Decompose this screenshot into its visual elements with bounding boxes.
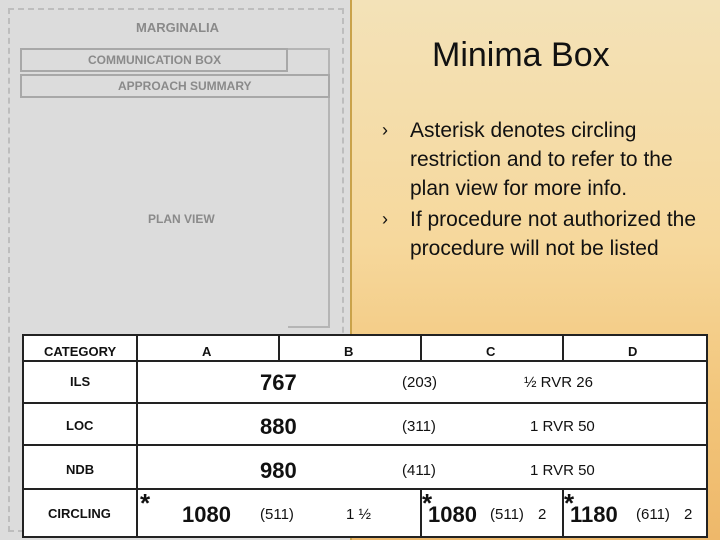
loc-mda: 880 [260,414,297,439]
ndb-hat: (411) [402,462,436,479]
circling-d-visibility: 2 [684,506,693,523]
table-divider [24,488,706,490]
circling-c-visibility: 2 [538,506,547,523]
circling-ab-visibility: 1 ½ [346,506,372,523]
table-divider [24,444,706,446]
header-a: A [202,344,212,359]
ils-mda: 767 [260,370,297,395]
row-label-circling: CIRCLING [48,506,111,521]
bullet-item [382,116,702,203]
plan-view-label: PLAN VIEW [148,212,215,226]
ndb-mda: 980 [260,458,297,483]
table-divider [278,336,280,360]
ils-hat: (203) [402,374,438,391]
minima-table [22,334,708,538]
circling-ab-mda: 1080 [182,502,231,527]
bullet-item [382,205,702,263]
communication-box [20,48,288,72]
row-label-ils: ILS [70,374,91,389]
header-d: D [628,344,638,359]
ndb-visibility: 1 RVR 50 [530,462,595,479]
header-c: C [486,344,496,359]
circling-d-hat: (611) [636,506,670,523]
header-category: CATEGORY [44,344,117,359]
circling-ab-hat: (511) [260,506,294,523]
bullet-list [382,116,702,265]
marginalia-label: MARGINALIA [136,20,220,35]
row-label-loc: LOC [66,418,94,433]
bullet-text: Asterisk denotes circling restriction and to refer to the plan view for more info. [410,119,673,200]
table-divider [24,402,706,404]
ils-visibility: ½ RVR 26 [524,374,593,391]
slide-title: Minima Box [432,36,610,74]
asterisk-icon: * [564,488,575,518]
circling-d-mda: 1180 [570,502,618,527]
communication-box-label: COMMUNICATION BOX [88,53,222,67]
bullet-marker-icon: › [382,209,388,229]
bullet-marker-icon: › [382,120,388,140]
circling-c-mda: 1080 [428,502,477,527]
loc-hat: (311) [402,418,436,435]
approach-summary-box [20,74,330,98]
table-divider [562,336,564,360]
table-divider [24,360,706,362]
asterisk-icon: * [422,488,433,518]
row-label-ndb: NDB [66,462,95,477]
circling-c-hat: (511) [490,506,524,523]
table-divider [136,336,138,536]
header-b: B [344,344,354,359]
loc-visibility: 1 RVR 50 [530,418,595,435]
table-divider [420,336,422,360]
bullet-text: If procedure not authorized the procedure will not be listed [410,208,697,260]
asterisk-icon: * [140,488,151,518]
approach-summary-label: APPROACH SUMMARY [118,79,252,93]
